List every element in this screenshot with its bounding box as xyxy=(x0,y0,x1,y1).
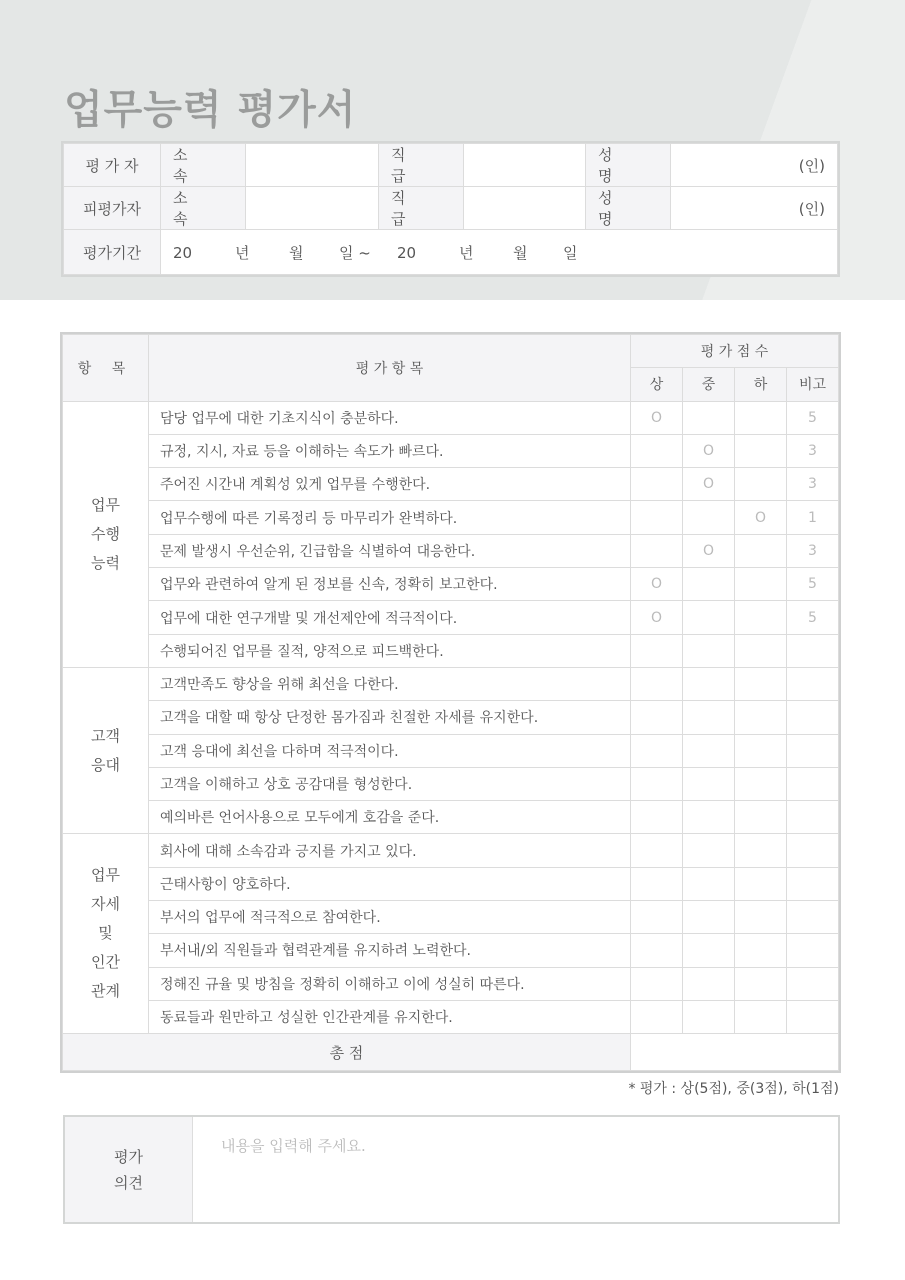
item-text: 업무에 대한 연구개발 및 개선제안에 적극적이다. xyxy=(149,601,631,634)
remarks-cell[interactable]: 3 xyxy=(787,468,839,501)
score-high-cell[interactable] xyxy=(631,701,683,734)
evaluator-label: 평 가 자 xyxy=(64,144,161,187)
score-high-cell[interactable]: O xyxy=(631,568,683,601)
remarks-cell[interactable] xyxy=(787,901,839,934)
score-mid-cell[interactable] xyxy=(683,934,735,967)
item-text: 회사에 대해 소속감과 긍지를 가지고 있다. xyxy=(149,834,631,867)
info-table xyxy=(63,143,838,275)
score-high-cell[interactable] xyxy=(631,967,683,1000)
total-score-field[interactable] xyxy=(631,1034,839,1071)
score-low-cell[interactable] xyxy=(735,734,787,767)
page-title: 업무능력 평가서 xyxy=(64,87,357,133)
score-mid-cell[interactable] xyxy=(683,667,735,700)
period-start-day: 일 ~ xyxy=(339,243,371,262)
category-cell: 업무 자세 및 인간 관계 xyxy=(63,834,149,1034)
remarks-cell[interactable] xyxy=(787,967,839,1000)
score-mid-cell[interactable] xyxy=(683,867,735,900)
period-label: 평가기간 xyxy=(64,230,161,275)
score-high-cell[interactable] xyxy=(631,801,683,834)
score-low-cell[interactable] xyxy=(735,934,787,967)
score-low-cell[interactable] xyxy=(735,901,787,934)
item-text: 담당 업무에 대한 기초지식이 충분하다. xyxy=(149,401,631,434)
table-row xyxy=(63,901,839,934)
remarks-cell[interactable] xyxy=(787,701,839,734)
table-row xyxy=(63,934,839,967)
remarks-cell[interactable]: 3 xyxy=(787,534,839,567)
period-end-year-unit: 년 xyxy=(459,243,474,262)
score-low-cell[interactable] xyxy=(735,434,787,467)
category-cell: 고객 응대 xyxy=(63,667,149,833)
score-mid-cell[interactable]: O xyxy=(683,534,735,567)
remarks-cell[interactable] xyxy=(787,767,839,800)
period-row xyxy=(64,230,838,275)
item-text: 문제 발생시 우선순위, 긴급함을 식별하여 대응한다. xyxy=(149,534,631,567)
opinion-label: 평가 의견 xyxy=(65,1117,193,1222)
remarks-cell[interactable]: 5 xyxy=(787,568,839,601)
period-end-day: 일 xyxy=(563,243,578,262)
name-label: 성 명 xyxy=(586,144,671,187)
score-mid-cell[interactable] xyxy=(683,767,735,800)
score-low-cell[interactable] xyxy=(735,801,787,834)
score-low-cell[interactable] xyxy=(735,834,787,867)
item-text: 고객을 이해하고 상호 공감대를 형성한다. xyxy=(149,767,631,800)
evaluator-rank-field[interactable] xyxy=(464,144,586,187)
table-row xyxy=(63,701,839,734)
score-high-cell[interactable] xyxy=(631,667,683,700)
score-low-cell[interactable] xyxy=(735,601,787,634)
evaluatee-rank-field[interactable] xyxy=(464,187,586,230)
table-row xyxy=(63,834,839,867)
remarks-cell[interactable]: 5 xyxy=(787,401,839,434)
header-row xyxy=(63,335,839,368)
remarks-cell[interactable] xyxy=(787,734,839,767)
score-low-header: 하 xyxy=(735,368,787,401)
score-low-cell[interactable] xyxy=(735,401,787,434)
remarks-cell[interactable]: 1 xyxy=(787,501,839,534)
category-header: 항 목 xyxy=(63,335,149,402)
remarks-cell[interactable] xyxy=(787,1000,839,1033)
item-text: 주어진 시간내 계획성 있게 업무를 수행한다. xyxy=(149,468,631,501)
score-low-cell[interactable] xyxy=(735,867,787,900)
remarks-cell[interactable] xyxy=(787,867,839,900)
scoring-note: * 평가 : 상(5점), 중(3점), 하(1점) xyxy=(628,1081,839,1097)
score-low-cell[interactable] xyxy=(735,767,787,800)
table-row xyxy=(63,434,839,467)
remarks-cell[interactable]: 3 xyxy=(787,434,839,467)
opinion-box xyxy=(65,1117,838,1222)
score-high-header: 상 xyxy=(631,368,683,401)
score-mid-cell[interactable] xyxy=(683,401,735,434)
period-end-month: 월 xyxy=(513,243,528,262)
score-mid-cell[interactable] xyxy=(683,734,735,767)
score-mid-cell[interactable] xyxy=(683,634,735,667)
table-row xyxy=(63,501,839,534)
table-row xyxy=(63,667,839,700)
score-mid-cell[interactable] xyxy=(683,834,735,867)
score-high-cell[interactable] xyxy=(631,501,683,534)
table-row xyxy=(63,568,839,601)
score-mid-cell[interactable] xyxy=(683,901,735,934)
period-start-month: 월 xyxy=(289,243,304,262)
score-high-cell[interactable] xyxy=(631,1000,683,1033)
dept-label: 소 속 xyxy=(161,187,246,230)
remarks-cell[interactable]: 5 xyxy=(787,601,839,634)
item-text: 부서의 업무에 적극적으로 참여한다. xyxy=(149,901,631,934)
evaluatee-row xyxy=(64,187,838,230)
item-text: 정해진 규율 및 방침을 정확히 이해하고 이에 성실히 따른다. xyxy=(149,967,631,1000)
evaluatee-label: 피평가자 xyxy=(64,187,161,230)
score-high-cell[interactable] xyxy=(631,767,683,800)
score-high-cell[interactable] xyxy=(631,834,683,867)
table-row xyxy=(63,1000,839,1033)
score-mid-cell[interactable] xyxy=(683,1000,735,1033)
score-mid-cell[interactable] xyxy=(683,568,735,601)
rank-label: 직 급 xyxy=(379,187,464,230)
score-high-cell[interactable] xyxy=(631,867,683,900)
score-mid-header: 중 xyxy=(683,368,735,401)
evaluator-row xyxy=(64,144,838,187)
score-low-cell[interactable] xyxy=(735,667,787,700)
table-row xyxy=(63,734,839,767)
evaluation-table xyxy=(62,334,839,1071)
name-label: 성 명 xyxy=(586,187,671,230)
remarks-cell[interactable] xyxy=(787,934,839,967)
item-text: 업무수행에 따른 기록정리 등 마무리가 완벽하다. xyxy=(149,501,631,534)
table-row xyxy=(63,534,839,567)
score-mid-cell[interactable] xyxy=(683,801,735,834)
remarks-cell[interactable] xyxy=(787,834,839,867)
score-low-cell[interactable] xyxy=(735,967,787,1000)
score-high-cell[interactable] xyxy=(631,734,683,767)
score-high-cell[interactable] xyxy=(631,468,683,501)
opinion-input[interactable]: 내용을 입력해 주세요. xyxy=(193,1117,838,1222)
table-row xyxy=(63,634,839,667)
table-row xyxy=(63,468,839,501)
score-mid-cell[interactable]: O xyxy=(683,468,735,501)
item-text: 부서내/외 직원들과 협력관계를 유지하려 노력한다. xyxy=(149,934,631,967)
remarks-cell[interactable] xyxy=(787,667,839,700)
category-cell: 업무 수행 능력 xyxy=(63,401,149,667)
score-mid-cell[interactable]: O xyxy=(683,434,735,467)
period-start-year: 20 xyxy=(173,243,193,262)
item-text: 동료들과 원만하고 성실한 인간관계를 유지한다. xyxy=(149,1000,631,1033)
score-low-cell[interactable]: O xyxy=(735,501,787,534)
item-header: 평 가 항 목 xyxy=(149,335,631,402)
score-low-cell[interactable] xyxy=(735,701,787,734)
score-mid-cell[interactable] xyxy=(683,601,735,634)
score-high-cell[interactable]: O xyxy=(631,401,683,434)
score-high-cell[interactable]: O xyxy=(631,601,683,634)
table-row xyxy=(63,867,839,900)
remarks-header: 비고 xyxy=(787,368,839,401)
period-start-year-unit: 년 xyxy=(235,243,250,262)
item-text: 업무와 관련하여 알게 된 정보를 신속, 정확히 보고한다. xyxy=(149,568,631,601)
table-row xyxy=(63,801,839,834)
score-header: 평 가 점 수 xyxy=(631,335,839,368)
total-row xyxy=(63,1034,839,1071)
score-low-cell[interactable] xyxy=(735,634,787,667)
score-low-cell[interactable] xyxy=(735,468,787,501)
score-high-cell[interactable] xyxy=(631,534,683,567)
item-text: 고객만족도 향상을 위해 최선을 다한다. xyxy=(149,667,631,700)
item-text: 고객을 대할 때 항상 단정한 몸가짐과 친절한 자세를 유지한다. xyxy=(149,701,631,734)
rank-label: 직 급 xyxy=(379,144,464,187)
score-low-cell[interactable] xyxy=(735,568,787,601)
evaluator-dept-field[interactable] xyxy=(246,144,379,187)
period-end-year: 20 xyxy=(397,243,417,262)
score-high-cell[interactable] xyxy=(631,434,683,467)
score-high-cell[interactable] xyxy=(631,901,683,934)
dept-label: 소 속 xyxy=(161,144,246,187)
evaluator-name-field[interactable]: (인) xyxy=(671,144,838,187)
evaluatee-name-field[interactable]: (인) xyxy=(671,187,838,230)
item-text: 고객 응대에 최선을 다하며 적극적이다. xyxy=(149,734,631,767)
item-text: 예의바른 언어사용으로 모두에게 호감을 준다. xyxy=(149,801,631,834)
table-row xyxy=(63,601,839,634)
table-row xyxy=(63,401,839,434)
score-low-cell[interactable] xyxy=(735,1000,787,1033)
evaluatee-dept-field[interactable] xyxy=(246,187,379,230)
score-mid-cell[interactable] xyxy=(683,967,735,1000)
score-high-cell[interactable] xyxy=(631,934,683,967)
score-low-cell[interactable] xyxy=(735,534,787,567)
total-label: 총 점 xyxy=(63,1034,631,1071)
score-high-cell[interactable] xyxy=(631,634,683,667)
period-field[interactable] xyxy=(161,230,838,275)
table-row xyxy=(63,767,839,800)
remarks-cell[interactable] xyxy=(787,801,839,834)
remarks-cell[interactable] xyxy=(787,634,839,667)
table-row xyxy=(63,967,839,1000)
score-mid-cell[interactable] xyxy=(683,701,735,734)
item-text: 근태사항이 양호하다. xyxy=(149,867,631,900)
item-text: 규정, 지시, 자료 등을 이해하는 속도가 빠르다. xyxy=(149,434,631,467)
score-mid-cell[interactable] xyxy=(683,501,735,534)
item-text: 수행되어진 업무를 질적, 양적으로 피드백한다. xyxy=(149,634,631,667)
